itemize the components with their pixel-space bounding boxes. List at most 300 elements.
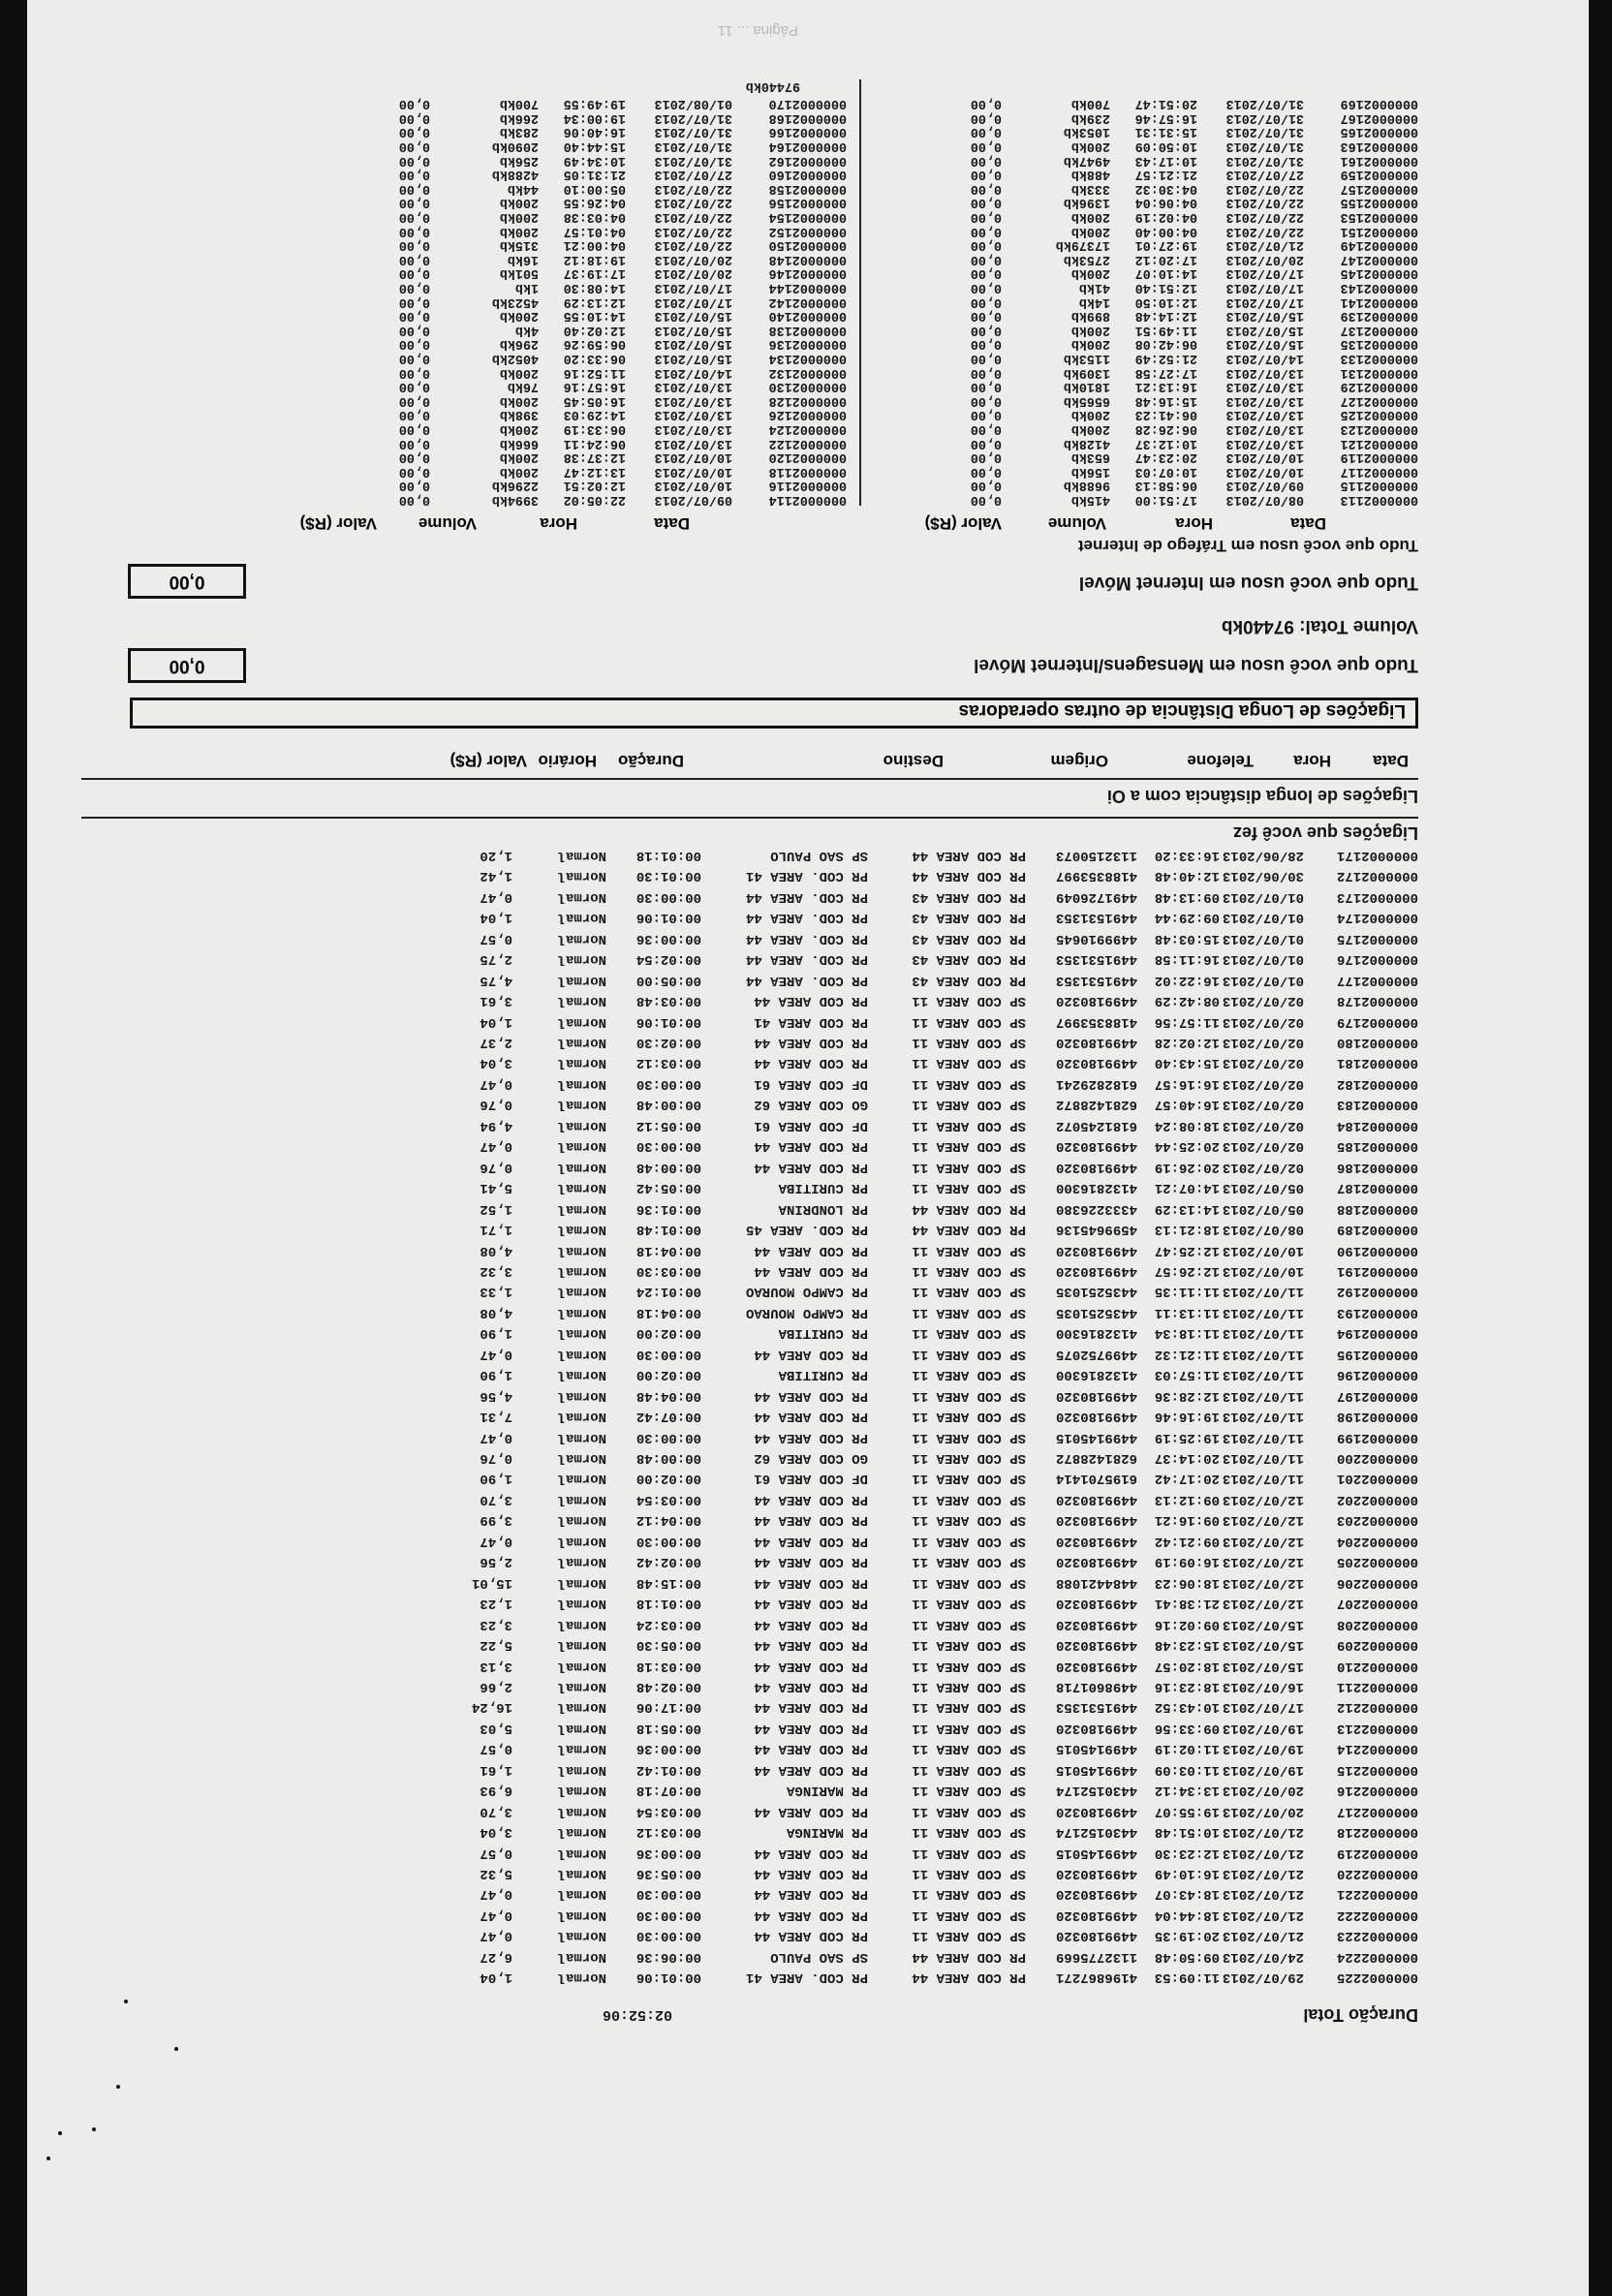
call-cell: 11/07/2013 xyxy=(1222,1367,1304,1383)
call-cell: 0000002181 xyxy=(1336,1055,1418,1071)
call-cell: 0000002224 xyxy=(1336,1948,1418,1965)
internet-cell: 31/07/2013 xyxy=(1225,152,1304,168)
internet-cell: 200kb xyxy=(499,223,539,238)
internet-cell: 200kb xyxy=(1070,322,1110,337)
internet-cell: 06:41:23 xyxy=(1134,407,1197,422)
call-cell: 00:01:24 xyxy=(636,1284,701,1300)
call-cell: SP COD AREA 11 xyxy=(912,1741,1026,1757)
scan-speck xyxy=(124,2000,128,2003)
scan-speck xyxy=(116,2085,120,2089)
call-cell: 2,75 xyxy=(480,951,512,968)
call-cell: SP COD AREA 11 xyxy=(912,1242,1026,1258)
internet-cell: 0,00 xyxy=(398,195,430,210)
call-cell: 00:00:30 xyxy=(636,1928,701,1944)
internet-cell: 0000002154 xyxy=(768,209,847,224)
call-cell: PR COD AREA 44 xyxy=(754,1845,868,1861)
call-row xyxy=(130,1825,1418,1840)
internet-cell: 11:52:16 xyxy=(563,364,626,380)
internet-section xyxy=(159,29,1418,533)
call-cell: 15:03:48 xyxy=(1154,930,1220,946)
call-cell: 00:01:06 xyxy=(636,1013,701,1030)
internet-row xyxy=(304,195,847,209)
call-cell: 4499145015 xyxy=(1055,1761,1137,1778)
call-cell: SP COD AREA 11 xyxy=(912,1679,1026,1694)
internet-cell: 0000002165 xyxy=(1340,124,1418,140)
internet-cell: 0,00 xyxy=(970,195,1002,210)
call-cell: 15/07/2013 xyxy=(1222,1658,1304,1674)
call-row xyxy=(130,911,1418,925)
internet-cell: 0,00 xyxy=(398,265,430,281)
call-cell: SP COD AREA 11 xyxy=(912,1263,1026,1279)
call-cell: 09:50:48 xyxy=(1154,1948,1220,1965)
call-cell: Normal xyxy=(557,1222,606,1238)
call-cell: 0000002195 xyxy=(1336,1346,1418,1362)
call-cell: 10:51:48 xyxy=(1154,1824,1220,1841)
internet-cell: 16:05:45 xyxy=(563,392,626,408)
call-cell: Normal xyxy=(557,1699,606,1716)
internet-cell: 12:37:38 xyxy=(563,450,626,465)
internet-cell: 04:00:21 xyxy=(563,237,626,253)
internet-row xyxy=(876,195,1418,209)
call-cell: 16/07/2013 xyxy=(1222,1679,1304,1694)
internet-row xyxy=(876,491,1418,506)
call-cell: PR COD AREA 44 xyxy=(754,1658,868,1674)
internet-cell: 14:29:03 xyxy=(563,407,626,422)
call-cell: PR COD AREA 44 xyxy=(754,1616,868,1632)
calls-subtitle: Ligações de longa distância com a Oi xyxy=(1106,787,1418,806)
call-cell: 0000002204 xyxy=(1336,1533,1418,1549)
call-row xyxy=(130,1492,1418,1506)
call-cell: 0000002192 xyxy=(1336,1284,1418,1300)
call-cell: 01/07/2013 xyxy=(1222,888,1304,905)
internet-cell: 22/07/2013 xyxy=(654,195,732,210)
call-cell: PR COD AREA 44 xyxy=(754,1159,868,1175)
internet-cell: 0,00 xyxy=(970,209,1002,224)
call-cell: 4,94 xyxy=(480,1117,512,1133)
call-cell: Normal xyxy=(557,1637,606,1654)
call-cell: Normal xyxy=(557,1616,606,1632)
internet-cell: 10/07/2013 xyxy=(654,463,732,479)
internet-cell: 0,00 xyxy=(970,124,1002,140)
call-cell: PR COD AREA 44 xyxy=(754,1928,868,1944)
internet-cell: 200kb xyxy=(1070,223,1110,238)
call-cell: 00:07:18 xyxy=(636,1783,701,1799)
internet-cell: 0,00 xyxy=(398,364,430,380)
internet-total-volume: 97440kb xyxy=(745,78,800,93)
call-cell: 4499180320 xyxy=(1055,1055,1137,1071)
call-cell: SP COD AREA 11 xyxy=(912,1450,1026,1467)
call-cell: Normal xyxy=(557,1845,606,1861)
call-cell: 0000002177 xyxy=(1336,972,1418,988)
call-cell: 20:19:35 xyxy=(1154,1928,1220,1944)
call-cell: PR MARINGA xyxy=(786,1824,868,1841)
call-cell: SP COD AREA 11 xyxy=(912,1783,1026,1799)
call-row xyxy=(130,1139,1418,1154)
call-cell: SP COD AREA 11 xyxy=(912,1180,1026,1196)
call-cell: PR COD AREA 44 xyxy=(754,1637,868,1654)
call-cell: SP COD AREA 11 xyxy=(912,1035,1026,1051)
internet-row xyxy=(876,152,1418,167)
call-cell: 4499180320 xyxy=(1055,1886,1137,1903)
call-cell: Normal xyxy=(557,1075,606,1092)
call-cell: 18:21:13 xyxy=(1154,1222,1220,1238)
internet-row xyxy=(876,336,1418,351)
call-cell: 0000002207 xyxy=(1336,1596,1418,1612)
call-cell: 20/07/2013 xyxy=(1222,1803,1304,1819)
call-cell: Normal xyxy=(557,1387,606,1404)
internet-cell: 20/07/2013 xyxy=(654,265,732,281)
call-cell: Normal xyxy=(557,888,606,905)
call-cell: Normal xyxy=(557,1325,606,1342)
call-cell: Normal xyxy=(557,1761,606,1778)
internet-cell: 0000002149 xyxy=(1340,237,1418,253)
call-cell: 0000002215 xyxy=(1336,1761,1418,1778)
col-volume-left: Volume xyxy=(1047,514,1106,533)
internet-cell: 0000002119 xyxy=(1340,450,1418,465)
call-row xyxy=(130,1181,1418,1195)
call-cell: PR COD AREA 43 xyxy=(912,972,1026,988)
call-cell: Normal xyxy=(557,1055,606,1071)
call-cell: 00:00:36 xyxy=(636,930,701,946)
call-row xyxy=(130,1700,1418,1715)
internet-cell: 0,00 xyxy=(398,223,430,238)
internet-row xyxy=(304,308,847,323)
call-cell: 0000002185 xyxy=(1336,1138,1418,1155)
call-row xyxy=(130,1970,1418,1985)
calls-col-valor: Valor (R$) xyxy=(450,752,527,770)
call-cell: 16:16:57 xyxy=(1154,1075,1220,1092)
internet-cell: 333kb xyxy=(1070,180,1110,196)
call-cell: 4,08 xyxy=(480,1304,512,1320)
call-row xyxy=(130,1014,1418,1029)
internet-cell: 1810kb xyxy=(1063,379,1110,394)
call-cell: 4132816300 xyxy=(1055,1180,1137,1196)
internet-cell: 0,00 xyxy=(398,96,430,111)
call-cell: 0000002171 xyxy=(1336,848,1418,863)
call-cell: Normal xyxy=(557,1866,606,1882)
call-cell: SP SAO PAULO xyxy=(770,1948,868,1965)
internet-cell: 0000002152 xyxy=(768,223,847,238)
call-cell: SP COD AREA 11 xyxy=(912,1616,1026,1632)
call-cell: Normal xyxy=(557,1450,606,1467)
call-cell: 15/07/2013 xyxy=(1222,1616,1304,1632)
call-cell: 0000002209 xyxy=(1336,1637,1418,1654)
call-cell: 4499180320 xyxy=(1055,1658,1137,1674)
internet-cell: 04:30:32 xyxy=(1134,180,1197,196)
internet-cell: 0000002130 xyxy=(768,379,847,394)
call-cell: 6195701414 xyxy=(1055,1471,1137,1487)
internet-cell: 14:08:30 xyxy=(563,280,626,295)
internet-cell: 1396kb xyxy=(1063,195,1110,210)
internet-cell: 0,00 xyxy=(398,167,430,182)
internet-cell: 0,00 xyxy=(970,463,1002,479)
internet-cell: 0000002139 xyxy=(1340,308,1418,324)
internet-cell: 0000002164 xyxy=(768,139,847,153)
call-cell: SP COD AREA 11 xyxy=(912,1574,1026,1591)
internet-cell: 0,00 xyxy=(398,322,430,337)
internet-cell: 0,00 xyxy=(970,392,1002,408)
internet-cell: 0,00 xyxy=(398,152,430,168)
call-cell: 00:15:48 xyxy=(636,1574,701,1591)
internet-row xyxy=(304,180,847,195)
call-cell: 6182829241 xyxy=(1055,1075,1137,1092)
call-cell: GO COD AREA 62 xyxy=(754,1450,868,1467)
call-cell: SP COD AREA 11 xyxy=(912,1055,1026,1071)
call-cell: SP COD AREA 11 xyxy=(912,1304,1026,1320)
call-cell: Normal xyxy=(557,1574,606,1591)
internet-cell: 15:44:40 xyxy=(563,139,626,153)
internet-cell: 09/07/2013 xyxy=(654,492,732,507)
call-cell: SP COD AREA 11 xyxy=(912,1803,1026,1819)
call-cell: SP COD AREA 11 xyxy=(912,1075,1026,1092)
internet-cell: 09/07/2013 xyxy=(1225,478,1304,493)
call-cell: 00:07:42 xyxy=(636,1409,701,1425)
internet-cell: 0000002146 xyxy=(768,265,847,281)
internet-cell: 13/07/2013 xyxy=(654,421,732,436)
call-cell: 4,56 xyxy=(480,1387,512,1404)
internet-cell: 0000002145 xyxy=(1340,265,1418,281)
internet-cell: 0,00 xyxy=(398,109,430,125)
call-cell: SP COD AREA 11 xyxy=(912,1138,1026,1155)
call-cell: 0000002198 xyxy=(1336,1409,1418,1425)
call-cell: 16:33:20 xyxy=(1154,848,1220,863)
internet-cell: 15/07/2013 xyxy=(1225,336,1304,352)
internet-row xyxy=(876,180,1418,195)
call-cell: 21:38:41 xyxy=(1154,1596,1220,1612)
internet-row xyxy=(304,124,847,139)
internet-row xyxy=(304,251,847,265)
internet-cell: 0,00 xyxy=(398,336,430,352)
internet-cell: 0,00 xyxy=(970,407,1002,422)
calls-col-hora: Hora xyxy=(1293,752,1331,770)
internet-cell: 0000002151 xyxy=(1340,223,1418,238)
internet-cell: 14kb xyxy=(1078,294,1110,309)
call-cell: 12:25:47 xyxy=(1154,1242,1220,1258)
internet-row xyxy=(876,124,1418,139)
call-cell: 00:02:00 xyxy=(636,1367,701,1383)
call-cell: Normal xyxy=(557,1970,606,1986)
call-cell: 21/07/2013 xyxy=(1222,1824,1304,1841)
internet-cell: 0,00 xyxy=(398,139,430,153)
call-cell: 21/07/2013 xyxy=(1222,1845,1304,1861)
call-cell: Normal xyxy=(557,1097,606,1113)
call-cell: 18:08:24 xyxy=(1154,1117,1220,1133)
call-cell: 4599645136 xyxy=(1055,1222,1137,1238)
internet-row xyxy=(304,96,847,110)
call-cell: PR COD AREA 44 xyxy=(754,1596,868,1612)
call-cell: 4491531353 xyxy=(1055,972,1137,988)
call-cell: 0,47 xyxy=(480,888,512,905)
call-cell: 4484421088 xyxy=(1055,1574,1137,1591)
call-row xyxy=(130,1846,1418,1860)
call-cell: PR CAMPO MOURAO xyxy=(745,1304,868,1320)
call-cell: 1,90 xyxy=(480,1325,512,1342)
call-cell: 00:01:30 xyxy=(636,868,701,884)
call-row xyxy=(130,1305,1418,1319)
call-cell: 1,04 xyxy=(480,910,512,926)
internet-cell: 15/07/2013 xyxy=(1225,308,1304,324)
call-cell: Normal xyxy=(557,1471,606,1487)
calls-header-rule xyxy=(81,778,1418,780)
call-cell: PR COD AREA 43 xyxy=(912,910,1026,926)
call-row xyxy=(130,1638,1418,1653)
call-cell: PR COD AREA 44 xyxy=(754,1346,868,1362)
call-cell: 12:26:57 xyxy=(1154,1263,1220,1279)
call-cell: 00:05:18 xyxy=(636,1720,701,1736)
internet-row xyxy=(876,138,1418,152)
call-row xyxy=(130,1929,1418,1943)
call-cell: 0000002217 xyxy=(1336,1803,1418,1819)
call-cell: SP COD AREA 11 xyxy=(912,1325,1026,1342)
call-cell: 18:23:16 xyxy=(1154,1679,1220,1694)
call-cell: Normal xyxy=(557,1200,606,1217)
internet-cell: 200kb xyxy=(499,392,539,408)
internet-row xyxy=(876,463,1418,478)
call-cell: PR COD AREA 43 xyxy=(912,930,1026,946)
internet-cell: 10:34:49 xyxy=(563,152,626,168)
call-cell: 00:00:30 xyxy=(636,1533,701,1549)
internet-cell: 13/07/2013 xyxy=(1225,421,1304,436)
call-cell: Normal xyxy=(557,848,606,863)
call-cell: 19/07/2013 xyxy=(1222,1761,1304,1778)
internet-cell: 04:00:40 xyxy=(1134,223,1197,238)
internet-cell: 10:50:09 xyxy=(1134,139,1197,153)
internet-cell: 0,00 xyxy=(970,364,1002,380)
call-row xyxy=(130,1388,1418,1403)
call-cell: 0000002202 xyxy=(1336,1491,1418,1507)
call-cell: 09:13:48 xyxy=(1154,888,1220,905)
call-cell: 11:02:19 xyxy=(1154,1741,1220,1757)
call-cell: PR COD. AREA 45 xyxy=(745,1222,868,1238)
internet-cell: 0,00 xyxy=(970,379,1002,394)
call-cell: GO COD AREA 62 xyxy=(754,1097,868,1113)
call-cell: 00:00:30 xyxy=(636,1138,701,1155)
internet-cell: 0000002138 xyxy=(768,322,847,337)
call-cell: 02/07/2013 xyxy=(1222,1159,1304,1175)
internet-cell: 13/07/2013 xyxy=(1225,364,1304,380)
call-cell: 00:00:30 xyxy=(636,1075,701,1092)
call-cell: Normal xyxy=(557,993,606,1009)
internet-cell: 296kb xyxy=(499,336,539,352)
call-cell: 19:55:07 xyxy=(1154,1803,1220,1819)
calls-col-horario: Horário xyxy=(538,752,597,770)
call-cell: 15/07/2013 xyxy=(1222,1637,1304,1654)
col-volume-right: Volume xyxy=(418,514,477,533)
call-cell: SP COD AREA 11 xyxy=(912,1907,1026,1923)
internet-cell: 0000002166 xyxy=(768,124,847,140)
volume-total: Volume Total: 97440kb xyxy=(1221,616,1418,636)
call-cell: SP COD AREA 11 xyxy=(912,1284,1026,1300)
internet-cell: 0,00 xyxy=(398,124,430,140)
internet-cell: 16:57:46 xyxy=(1134,109,1197,125)
call-cell: 00:02:00 xyxy=(636,1325,701,1342)
internet-cell: 0000002170 xyxy=(768,96,847,111)
call-cell: PR COD AREA 44 xyxy=(754,1907,868,1923)
call-cell: 0000002174 xyxy=(1336,910,1418,926)
call-cell: 0000002188 xyxy=(1336,1200,1418,1217)
internet-row xyxy=(876,265,1418,280)
call-cell: 1,42 xyxy=(480,868,512,884)
call-cell: 4499180320 xyxy=(1055,1720,1137,1736)
calls-subsubtitle: Ligações que você fez xyxy=(1232,823,1418,843)
internet-cell: 13:12:47 xyxy=(563,463,626,479)
call-cell: 1,04 xyxy=(480,1013,512,1030)
call-cell: 4491726049 xyxy=(1055,888,1137,905)
call-cell: 0,57 xyxy=(480,1741,512,1757)
internet-cell: 0,00 xyxy=(970,167,1002,182)
call-cell: 4188353997 xyxy=(1055,1013,1137,1030)
internet-row xyxy=(304,350,847,364)
call-cell: 11/07/2013 xyxy=(1222,1429,1304,1445)
internet-cell: 315kb xyxy=(499,237,539,253)
call-cell: 00:00:30 xyxy=(636,1886,701,1903)
internet-cell: 19:00:34 xyxy=(563,109,626,125)
section-internet-movel: Tudo que você usou em Internet Móvel xyxy=(1078,573,1418,593)
call-cell: 00:06:36 xyxy=(636,1948,701,1965)
call-cell: PR COD. AREA 44 xyxy=(745,910,868,926)
call-row xyxy=(130,869,1418,884)
call-cell: PR COD AREA 44 xyxy=(912,1222,1026,1238)
call-cell: 18:43:07 xyxy=(1154,1886,1220,1903)
call-cell: 0000002214 xyxy=(1336,1741,1418,1757)
call-cell: 0000002182 xyxy=(1336,1075,1418,1092)
internet-cell: 200kb xyxy=(499,450,539,465)
call-cell: 21/07/2013 xyxy=(1222,1886,1304,1903)
internet-cell: 0,00 xyxy=(970,265,1002,281)
call-cell: 11:09:53 xyxy=(1154,1970,1220,1986)
call-cell: 00:03:12 xyxy=(636,1055,701,1071)
internet-cell: 41kb xyxy=(1078,280,1110,295)
call-cell: 0000002183 xyxy=(1336,1097,1418,1113)
internet-cell: 10/07/2013 xyxy=(1225,463,1304,479)
call-cell: Normal xyxy=(557,1741,606,1757)
call-cell: 5,03 xyxy=(480,1720,512,1736)
call-cell: PR COD AREA 44 xyxy=(912,1948,1026,1965)
call-cell: 00:04:18 xyxy=(636,1304,701,1320)
col-valor-right: Valor (R$) xyxy=(299,514,377,533)
internet-cell: 17379kb xyxy=(1055,237,1110,253)
internet-row xyxy=(304,407,847,421)
internet-cell: 0,00 xyxy=(970,421,1002,436)
internet-cell: 22/07/2013 xyxy=(654,209,732,224)
internet-cell: 06:26:28 xyxy=(1134,421,1197,436)
internet-cell: 2090kb xyxy=(491,139,539,153)
call-cell: PR COD. AREA 44 xyxy=(745,972,868,988)
call-cell: 4,08 xyxy=(480,1242,512,1258)
call-cell: 0000002219 xyxy=(1336,1845,1418,1861)
call-cell: 09:21:42 xyxy=(1154,1533,1220,1549)
call-cell: 02/07/2013 xyxy=(1222,1138,1304,1155)
internet-cell: 22/07/2013 xyxy=(1225,180,1304,196)
call-cell: 00:01:06 xyxy=(636,910,701,926)
call-cell: 0,57 xyxy=(480,1845,512,1861)
section-mensagens: Tudo que você usou em Mensagens/Internet Móvel xyxy=(974,655,1418,675)
internet-cell: 0000002118 xyxy=(768,463,847,479)
call-cell: 11/07/2013 xyxy=(1222,1346,1304,1362)
call-row xyxy=(130,1742,1418,1756)
call-cell: 15,01 xyxy=(471,1574,512,1591)
mensagens-value: 0,00 xyxy=(128,648,246,683)
internet-cell: 0,00 xyxy=(398,237,430,253)
call-cell: 19:16:46 xyxy=(1154,1409,1220,1425)
call-cell: PR LONDRINA xyxy=(778,1200,868,1217)
call-cell: 4499180320 xyxy=(1055,1035,1137,1051)
call-cell: 4499180320 xyxy=(1055,1242,1137,1258)
internet-cell: 0,00 xyxy=(398,308,430,324)
call-cell: 3,04 xyxy=(480,1824,512,1841)
internet-cell: 22/07/2013 xyxy=(1225,209,1304,224)
call-cell: 11/07/2013 xyxy=(1222,1284,1304,1300)
